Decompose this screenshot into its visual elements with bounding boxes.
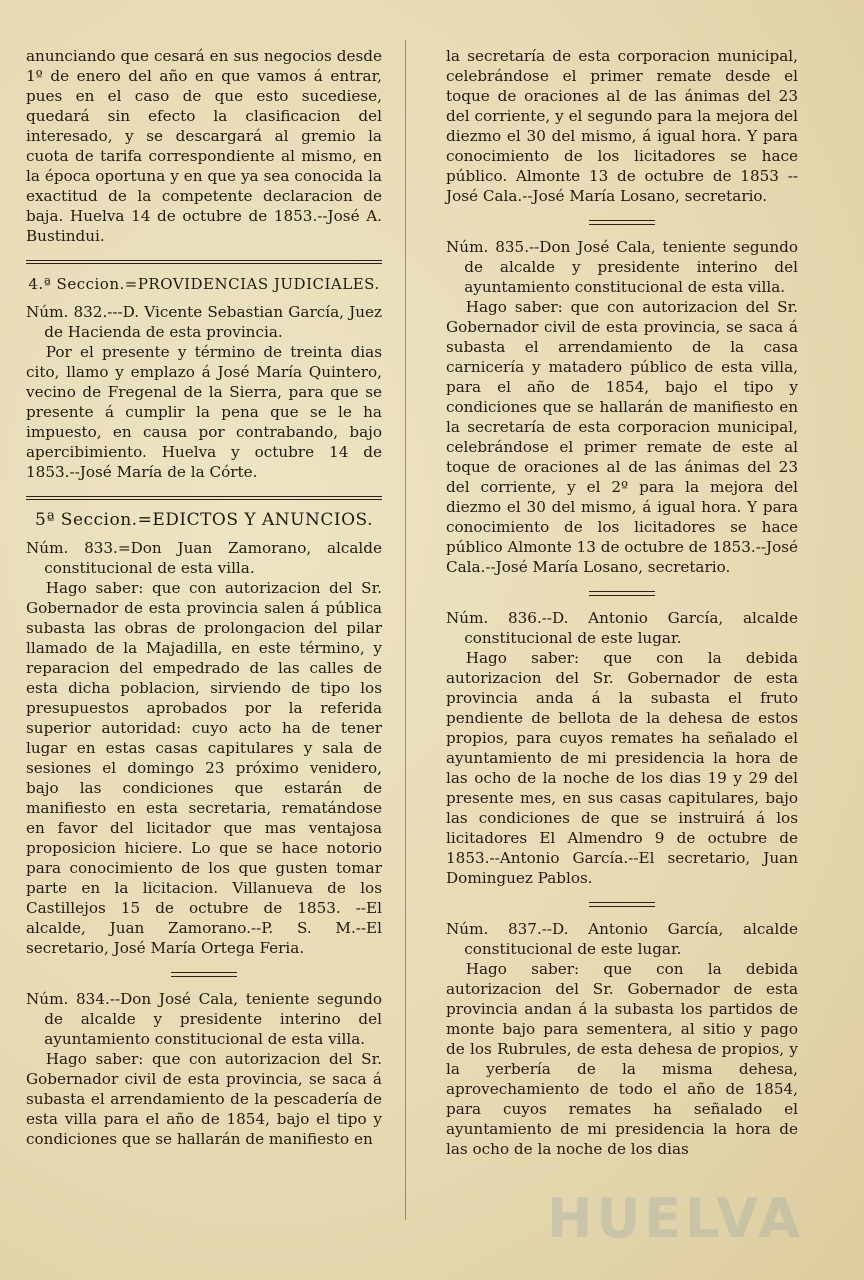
archive-watermark: HUELVA bbox=[547, 1187, 804, 1250]
section-divider bbox=[26, 260, 382, 264]
notice-833-heading: Núm. 833.=Don Juan Zamorano, alcalde constitucional de esta villa. bbox=[26, 539, 382, 577]
notice-832-body: Por el presente y término de treinta dias cito, llamo y emplazo á José María Quintero, vecino de Fregenal de la Sierra, para que se presente á cumplir la pena que se le ha impuesto, en causa por contrabando, bajo apercibimiento. Huelva y octubre 14 de 1853.--José María de la Córte. bbox=[26, 343, 382, 481]
notice-832-heading: Núm. 832.---D. Vicente Sebastian García, Juez de Hacienda de esta provincia. bbox=[26, 303, 382, 341]
notice-835-heading: Núm. 835.--Don José Cala, teniente segundo de alcalde y presidente interino del ayuntamiento constitucional de esta villa. bbox=[446, 238, 798, 296]
intro-paragraph: anunciando que cesará en sus negocios desde 1º de enero del año en que vamos á entrar, pues en el caso de que esto sucediese, quedará sin efecto la clasificacion del interesado, y se descargará al gremio la cuota de tarifa correspondiente al mismo, en la época oportuna y en que ya sea conocida la exactitud de la competente declaracion de baja. Huelva 14 de octubre de 1853.--José A. Bustindui. bbox=[26, 47, 382, 245]
right-column bbox=[446, 46, 798, 1159]
section-4-heading: 4.ª Seccion.=PROVIDENCIAS JUDICIALES. bbox=[28, 275, 380, 293]
notice-837-body: Hago saber: que con la debida autorizacion del Sr. Gobernador de esta provincia andan á la subasta los partidos de monte bajo para sementera, al sitio y pago de los Rubrules, de esta dehesa de propios, y la yerbería de la misma dehesa, aprovechamiento de todo el año de 1854, para cuyos remates ha señalado el ayuntamiento de mi presidencia la hora de las ocho de la noche de los dias bbox=[446, 960, 798, 1158]
notice-separator bbox=[589, 220, 655, 225]
notice-835-body: Hago saber: que con autorizacion del Sr. Gobernador civil de esta provincia, se saca á subasta el arrendamiento de la casa carnicería y matadero público de esta villa, para el año de 1854, bajo el tipo y condiciones que se hallarán de manifiesto en la secretaría de esta corporacion municipal, celebrándose el primer remate de este al toque de oraciones al de las ánimas del 23 del corriente, y el 2º para la mejora del diezmo el 30 del mismo, á igual hora. Y para conocimiento de los licitadores se hace público Almonte 13 de octubre de 1853.--José Cala.--José María Losano, secretario. bbox=[446, 298, 798, 576]
notice-833-body: Hago saber: que con autorizacion del Sr. Gobernador de esta provincia salen á pública subasta las obras de prolongacion del pilar llamado de la Majadilla, en este término, y reparacion del empedrado de las calles de esta dicha poblacion, sirviendo de tipo los presupuestos aprobados por la referida superior autoridad: cuyo acto ha de tener lugar en estas casas capitulares y sala de sesiones el domingo 23 próximo venidero, bajo las condiciones que estarán de manifiesto en esta secretaria, rematándose en favor del licitador que mas ventajosa proposicion hiciere. Lo que se hace notorio para conocimiento de los que gusten tomar parte en la licitacion. Villanueva de los Castillejos 15 de octubre de 1853. --El alcalde, Juan Zamorano.--P. S. M.--El secretario, José María Ortega Feria. bbox=[26, 579, 382, 957]
section-5-heading: 5ª Seccion.=EDICTOS Y ANUNCIOS. bbox=[35, 510, 373, 530]
notice-834-body: Hago saber: que con autorizacion del Sr. Gobernador civil de esta provincia, se saca á subasta el arrendamiento de la pescadería de esta villa para el año de 1854, bajo el tipo y condiciones que se hallarán de manifiesto en bbox=[26, 1050, 382, 1148]
notice-836-body: Hago saber: que con la debida autorizacion del Sr. Gobernador de esta provincia anda á la subasta el fruto pendiente de bellota de la dehesa de estos propios, para cuyos remates ha señalado el ayuntamiento de mi presidencia la hora de las ocho de la noche de los dias 19 y 29 del presente mes, en sus casas capitulares, bajo las condiciones de que se instruirá á los licitadores El Almendro 9 de octubre de 1853.--Antonio García.--El secretario, Juan Dominguez Pablos. bbox=[446, 649, 798, 887]
continued-paragraph: la secretaría de esta corporacion municipal, celebrándose el primer remate desde el toque de oraciones al de las ánimas del 23 del corriente, y el segundo para la mejora del diezmo el 30 del mismo, á igual hora. Y para conocimiento de los licitadores se hace público. Almonte 13 de octubre de 1853 --José Cala.--José María Losano, secretario. bbox=[446, 47, 798, 205]
notice-separator bbox=[171, 972, 237, 977]
column-divider bbox=[405, 40, 406, 1220]
notice-separator bbox=[589, 902, 655, 907]
section-divider bbox=[26, 496, 382, 500]
left-column bbox=[26, 46, 382, 1149]
notice-separator bbox=[589, 591, 655, 596]
notice-837-heading: Núm. 837.--D. Antonio García, alcalde constitucional de este lugar. bbox=[446, 920, 798, 958]
notice-834-heading: Núm. 834.--Don José Cala, teniente segundo de alcalde y presidente interino del ayuntamiento constitucional de esta villa. bbox=[26, 990, 382, 1048]
notice-836-heading: Núm. 836.--D. Antonio García, alcalde constitucional de este lugar. bbox=[446, 609, 798, 647]
